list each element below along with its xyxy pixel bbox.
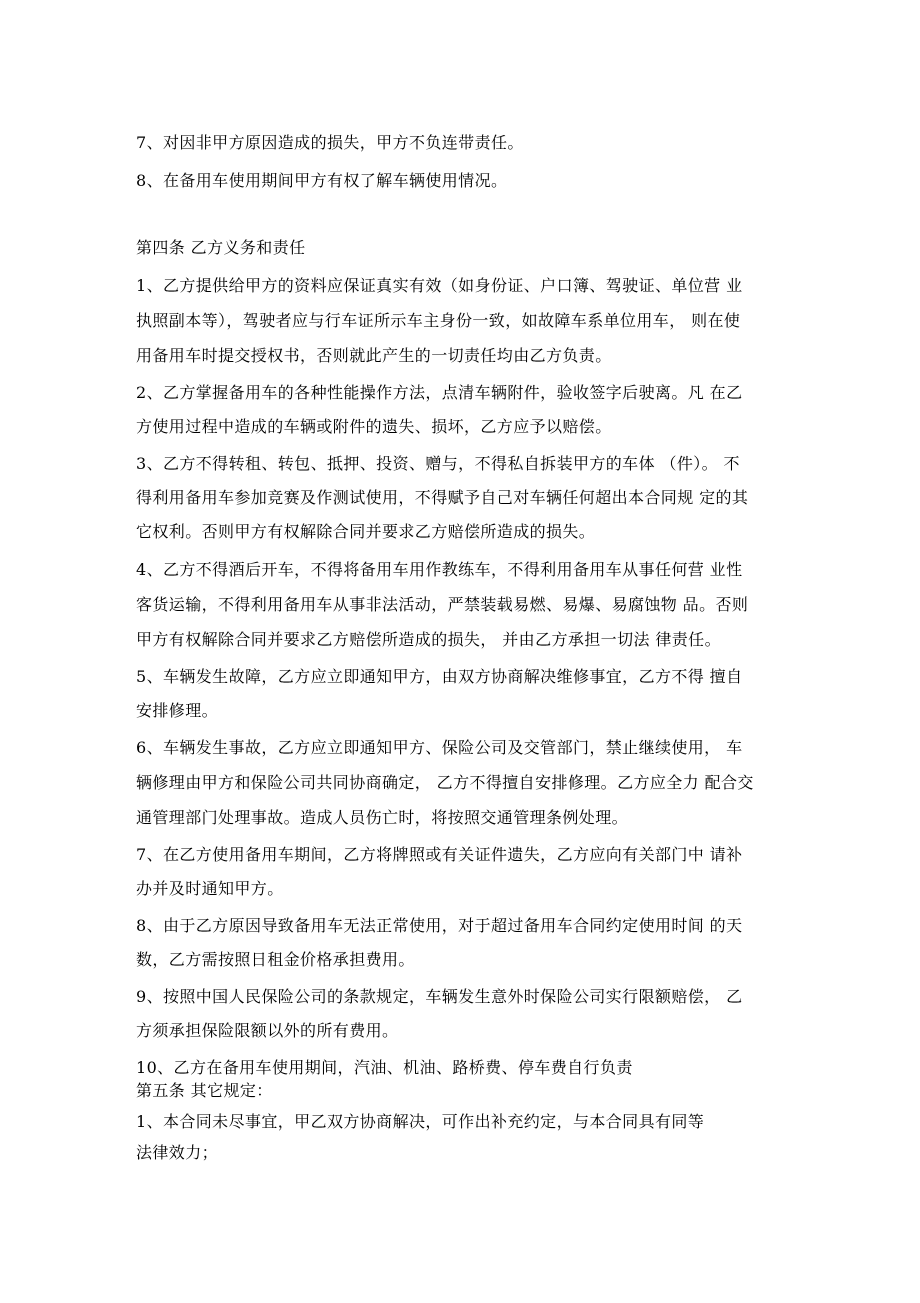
clause-4-5-line-2: 安排修理。	[136, 701, 219, 720]
clause-4-3-line-3: 它权利。否则甲方有权解除合同并要求乙方赔偿所造成的损失。	[136, 522, 596, 541]
clause-4-6-line-2: 辆修理由甲方和保险公司共同协商确定， 乙方不得擅自安排修理。乙方应全力 配合交	[136, 773, 754, 792]
clause-4-1-line-1: 1、乙方提供给甲方的资料应保证真实有效（如身份证、户口簿、驾驶证、单位营 业	[136, 276, 743, 295]
clause-4-3-line-2: 得利用备用车参加竞赛及作测试使用，不得赋予自己对车辆任何超出本合同规 定的其	[136, 488, 749, 507]
clause-4-3-line-1: 3、乙方不得转租、转包、抵押、投资、赠与，不得私自拆装甲方的车体 （件）。 不	[136, 454, 740, 473]
clause-4-8-line-2: 数，乙方需按照日租金价格承担费用。	[136, 950, 415, 969]
clause-4-8-line-1: 8、由于乙方原因导致备用车无法正常使用，对于超过备用车合同约定使用时间 的天	[136, 916, 743, 935]
clause-5-1-line-2: 法律效力；	[136, 1143, 219, 1162]
clause-4-4-line-2: 客货运输，不得利用备用车从事非法活动，严禁装载易燃、易爆、易腐蚀物 品。否则	[136, 595, 749, 614]
clause-4-5-line-1: 5、车辆发生故障，乙方应立即通知甲方，由双方协商解决维修事宜，乙方不得 擅自	[136, 667, 743, 686]
clause-3-7: 7、对因非甲方原因造成的损失，甲方不负连带责任。	[136, 133, 524, 152]
clause-4-4-line-1: 4、乙方不得酒后开车，不得将备用车用作教练车，不得利用备用车从事任何营 业性	[136, 560, 743, 579]
clause-4-7-line-2: 办并及时通知甲方。	[136, 879, 284, 898]
clause-4-2-line-2: 方使用过程中造成的车辆或附件的遗失、损坏，乙方应予以赔偿。	[136, 417, 612, 436]
clause-4-10: 10、乙方在备用车使用期间，汽油、机油、路桥费、停车费自行负责	[136, 1058, 633, 1077]
clause-4-4-line-3: 甲方有权解除合同并要求乙方赔偿所造成的损失， 并由乙方承担一切法 律责任。	[136, 630, 721, 649]
article-5-heading: 第五条 其它规定：	[136, 1081, 273, 1100]
clause-4-7-line-1: 7、在乙方使用备用车期间，乙方将牌照或有关证件遗失，乙方应向有关部门中 请补	[136, 845, 743, 864]
clause-4-9-line-1: 9、按照中国人民保险公司的条款规定，车辆发生意外时保险公司实行限额赔偿， 乙	[136, 987, 743, 1006]
clause-4-9-line-2: 方须承担保险限额以外的所有费用。	[136, 1021, 399, 1040]
clause-4-2-line-1: 2、乙方掌握备用车的各种性能操作方法，点清车辆附件，验收签字后驶离。凡 在乙	[136, 383, 743, 402]
clause-4-1-line-2: 执照副本等），驾驶者应与行车证所示车主身份一致，如故障车系单位用车， 则在使	[136, 311, 741, 330]
clause-4-1-line-3: 用备用车时提交授权书，否则就此产生的一切责任均由乙方负责。	[136, 346, 612, 365]
clause-4-6-line-1: 6、车辆发生事故，乙方应立即通知甲方、保险公司及交管部门，禁止继续使用， 车	[136, 738, 743, 757]
clause-4-6-line-3: 通管理部门处理事故。造成人员伤亡时，将按照交通管理条例处理。	[136, 808, 629, 827]
clause-3-8: 8、在备用车使用期间甲方有权了解车辆使用情况。	[136, 171, 508, 190]
clause-5-1-line-1: 1、本合同未尽事宜，甲乙双方协商解决，可作出补充约定，与本合同具有同等	[136, 1112, 705, 1131]
article-4-heading: 第四条 乙方义务和责任	[136, 238, 306, 257]
